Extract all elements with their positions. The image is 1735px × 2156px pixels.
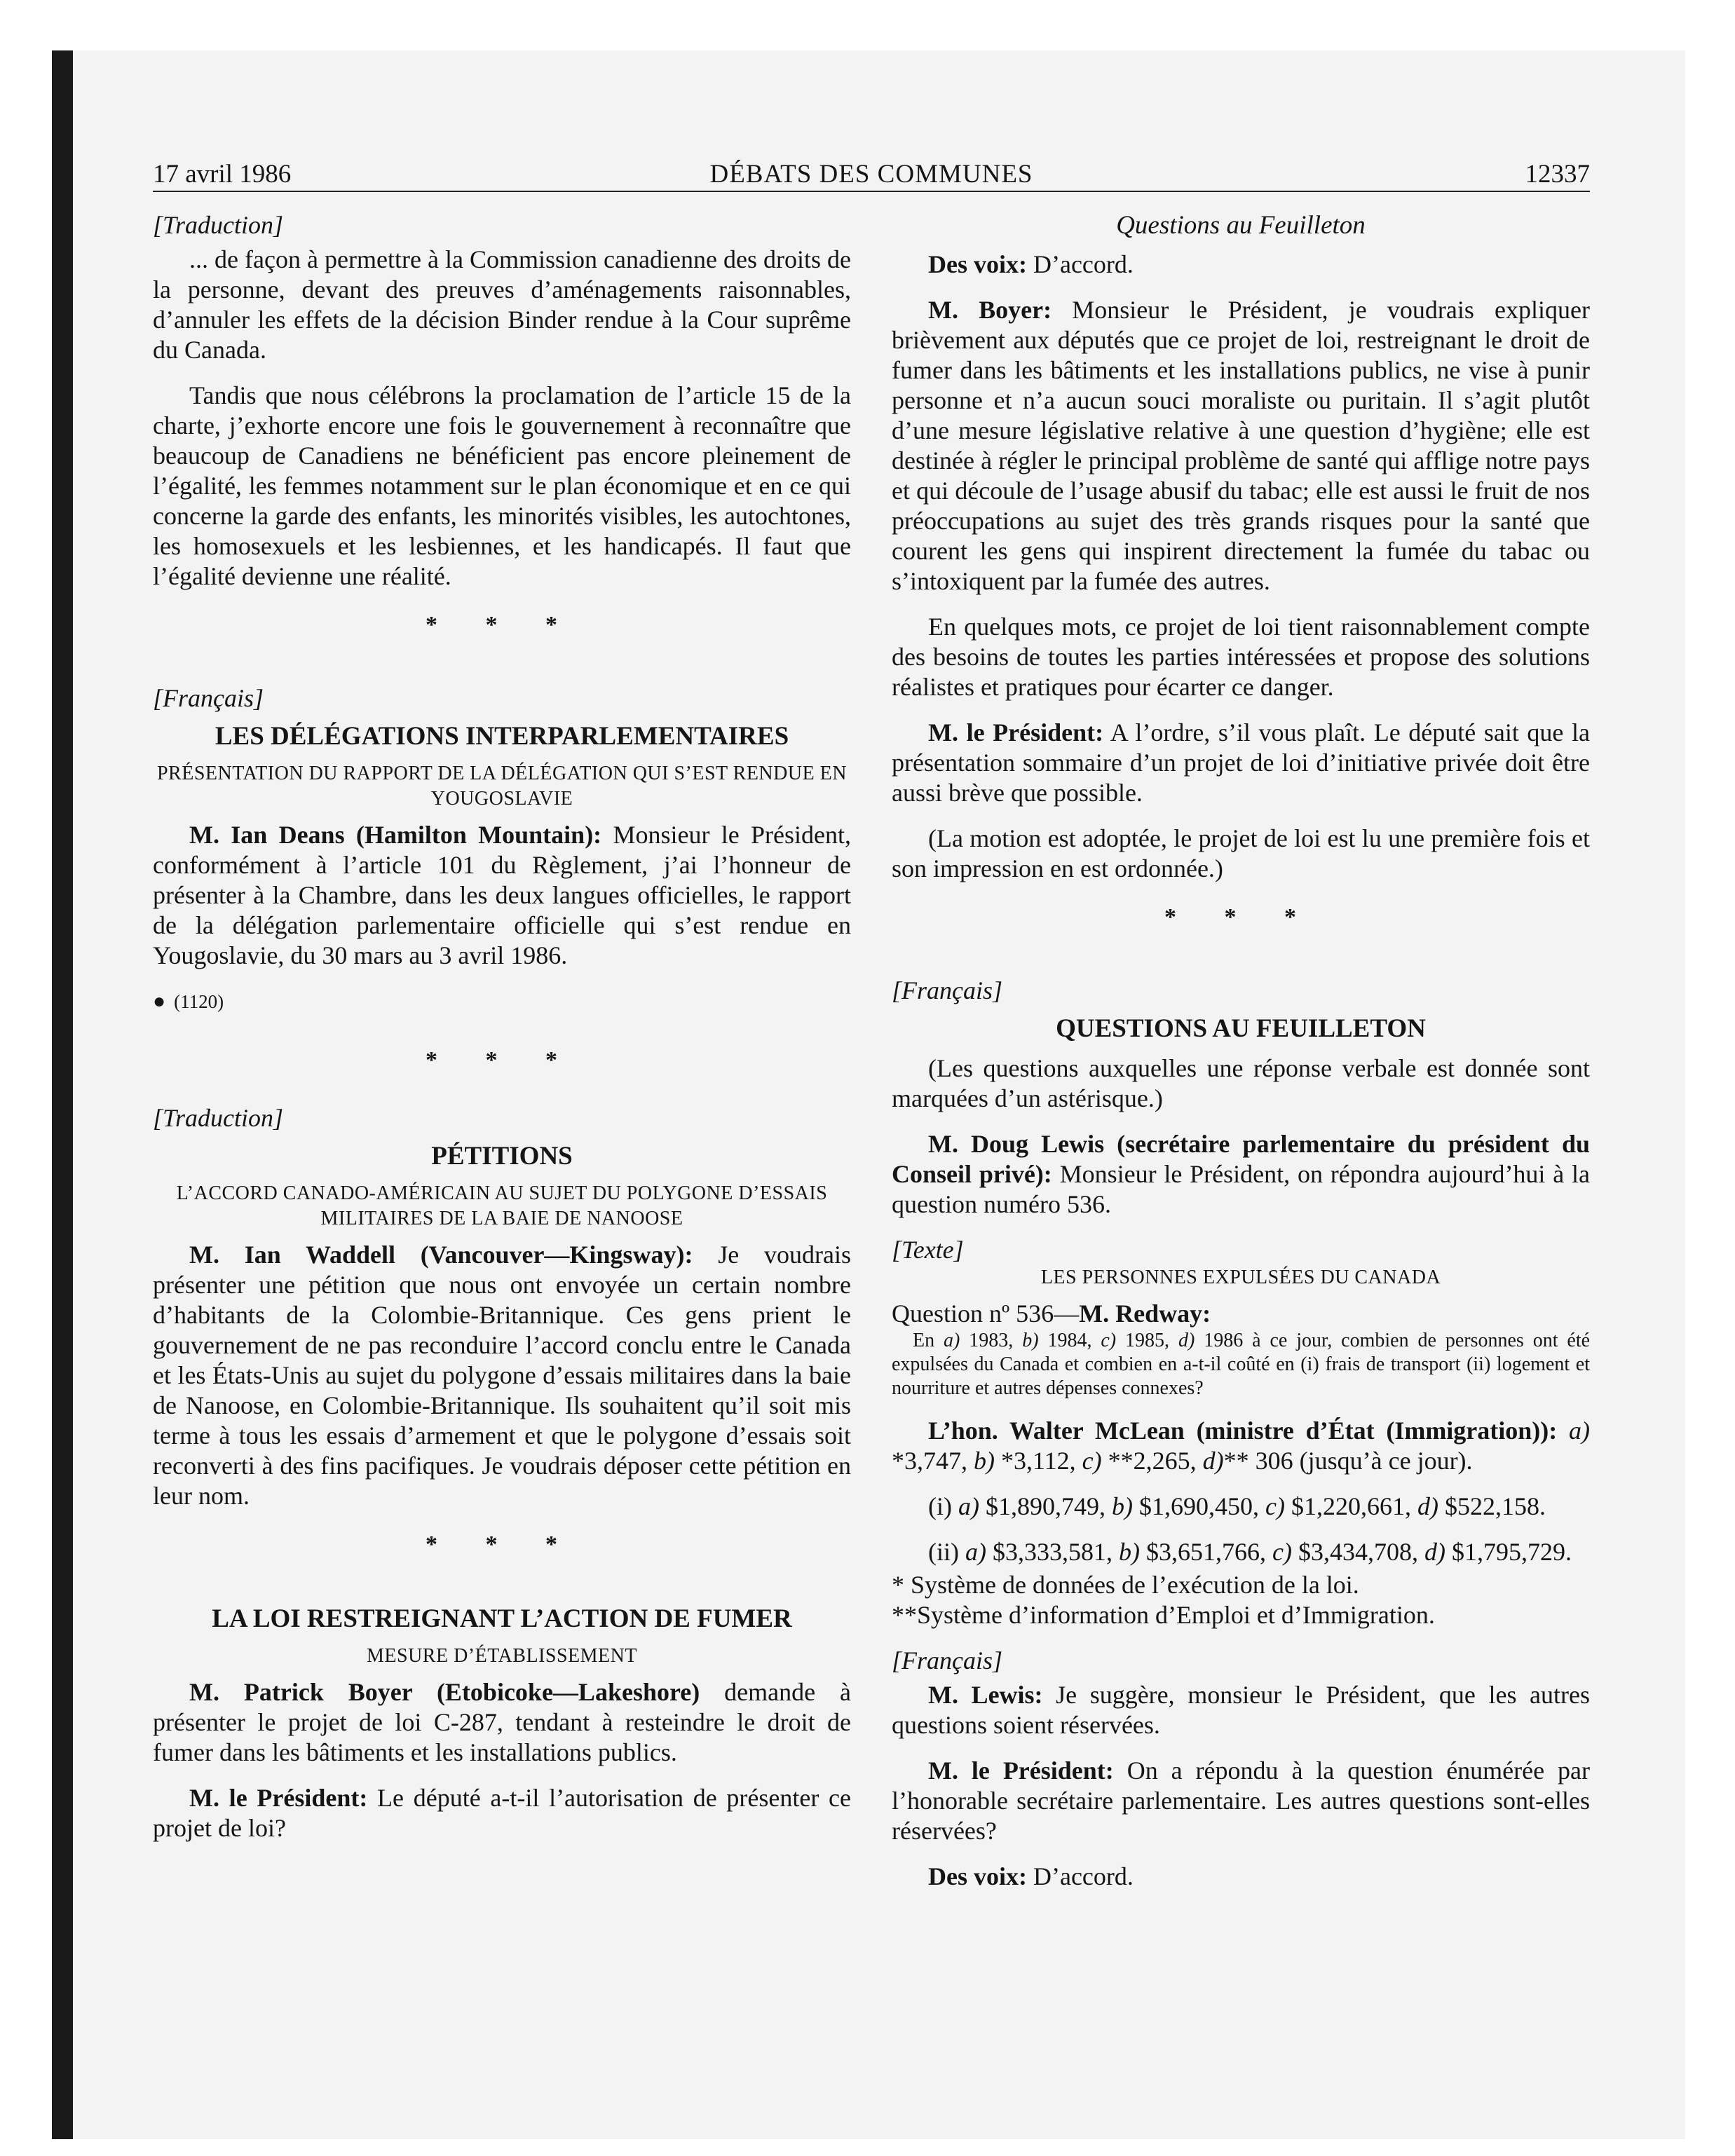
- speaker-name: M. Doug Lewis (secrétaire parlementaire du président du Conseil privé):: [892, 1130, 1590, 1188]
- speech-paragraph: [892, 1680, 1590, 1740]
- speaker-name: M. Patrick Boyer (Etobicoke—Lakeshore): [189, 1678, 700, 1706]
- answer-paragraph: [892, 1416, 1590, 1476]
- speaker-name: Des voix:: [928, 250, 1027, 278]
- speaker-name: M. Lewis:: [928, 1681, 1043, 1709]
- bullet-icon: ●: [153, 990, 166, 1013]
- paragraph: (Les questions auxquelles une réponse verbale est donnée sont marquées d’un astérisque.): [892, 1054, 1590, 1112]
- speaker-name: M. Ian Waddell (Vancouver—Kingsway):: [189, 1241, 693, 1269]
- speech-text: On a répondu à la question énumérée par l’honorable secrétaire parlementaire. Les autres questions sont-elles réservées?: [892, 1756, 1590, 1845]
- answer-letter: b): [974, 1447, 995, 1475]
- question-line: [892, 1299, 1590, 1329]
- speech-paragraph: [892, 1756, 1590, 1846]
- answer-value: $1,690,450,: [1132, 1492, 1265, 1520]
- section-heading: LES DÉLÉGATIONS INTERPARLEMENTAIRES: [215, 722, 789, 751]
- question-author: M. Redway:: [1079, 1299, 1211, 1328]
- paragraph: ... de façon à permettre à la Commission canadienne des droits de la personne, devant des preuves d’aménagements raisonnables, d’annuler les effets de la décision Binder rendue à la Cour suprême du Canada.: [153, 245, 851, 364]
- q-text: En: [913, 1330, 944, 1351]
- answer-letter: c): [1272, 1538, 1292, 1566]
- paragraph: Tandis que nous célébrons la proclamation de l’article 15 de la charte, j’exhorte encore une fois le gouvernement à reconnaître que beaucoup de Canadiens ne bénéficient pas encore pleinement de l’égalité, les femmes notamment sur le plan économique et en ce qui concerne la garde des enfants, les minorités visibles, les autochtones, les homosexuels et les lesbiennes, et les handicapés. Il faut que l’égalité devienne une réalité.: [153, 381, 851, 590]
- section-heading: QUESTIONS AU FEUILLETON: [1056, 1014, 1426, 1043]
- answer-line-ii: [892, 1537, 1590, 1567]
- speech-paragraph: [892, 1129, 1590, 1220]
- answer-letter: c): [1265, 1492, 1285, 1520]
- speaker-name: L’hon. Walter McLean (ministre d’État (Immigration)):: [928, 1417, 1558, 1445]
- sub-heading: MESURE D’ÉTABLISSEMENT: [367, 1645, 637, 1667]
- left-column: [153, 210, 851, 1859]
- section-separator: * * *: [426, 1531, 578, 1557]
- sub-heading: LES PERSONNES EXPULSÉES DU CANADA: [1040, 1267, 1441, 1288]
- time-stamp: (1120): [174, 991, 224, 1012]
- speech-paragraph: [153, 1677, 851, 1768]
- speaker-name: Des voix:: [928, 1862, 1027, 1890]
- question-text: [892, 1329, 1590, 1400]
- answer-letter: b): [1118, 1538, 1140, 1566]
- speech-text: A l’ordre, s’il vous plaît. Le député sait que la présentation sommaire d’un projet de loi d’initiative privée doit être aussi brève que possible.: [892, 718, 1590, 807]
- section-separator: * * *: [1164, 904, 1317, 930]
- language-tag: [Traduction]: [153, 211, 284, 239]
- q-text: 1985,: [1116, 1330, 1178, 1351]
- header-rule: [153, 191, 1590, 192]
- answer-prefix: (i): [928, 1492, 958, 1520]
- speech-paragraph: [892, 295, 1590, 596]
- scan-edge: [52, 50, 73, 2139]
- speech-text: Monsieur le Président, je voudrais expliquer brièvement aux députés que ce projet de loi, restreignant le droit de fumer dans les bâtiments et les installations publics, ne vise à punir personne et n’a aucun souci moraliste ou puritain. Il s’agit plutôt d’une mesure législative relative à une question d’hygiène; elle est destinée à régler le principal problème de santé qui afflige notre pays et qui découle de l’usage abusif du tabac; elle est aussi le fruit de nos préoccupations au sujet des très grands risques pour la santé que courent les gens qui inspirent directement la fumée du tabac ou s’intoxiquent par la fumée des autres.: [892, 296, 1590, 595]
- sub-heading: PRÉSENTATION DU RAPPORT DE LA DÉLÉGATION QUI S’EST RENDUE EN YOUGOSLAVIE: [156, 763, 848, 810]
- answer-value: $1,795,729.: [1445, 1538, 1572, 1566]
- q-text: 1983,: [960, 1330, 1023, 1351]
- answer-line-i: [892, 1492, 1590, 1522]
- answer-value: $1,890,749,: [979, 1492, 1112, 1520]
- header-date: 17 avril 1986: [153, 160, 292, 189]
- column-heading: Questions au Feuilleton: [1116, 211, 1366, 240]
- speech-text: Le député a-t-il l’autorisation de présenter ce projet de loi?: [153, 1784, 852, 1842]
- answer-value: $1,220,661,: [1284, 1492, 1417, 1520]
- answer-value: ** 306 (jusqu’à ce jour).: [1223, 1447, 1473, 1475]
- language-tag: [Français]: [153, 684, 264, 712]
- section-heading: LA LOI RESTREIGNANT L’ACTION DE FUMER: [212, 1604, 792, 1633]
- answer-value: **2,265,: [1101, 1447, 1203, 1475]
- speaker-name: M. le Président:: [928, 1756, 1114, 1785]
- language-tag: [Français]: [892, 1646, 1003, 1674]
- right-column: [892, 210, 1590, 1907]
- speech-text: Je voudrais présenter une pétition que nous ont envoyée un certain nombre d’habitants de la Colombie-Britannique. Ces gens prient le gouvernement de ne pas reconduire l’accord conclu entre le Canada et les États-Unis au sujet du polygone d’essais militaires dans la baie de Nanoose, en Colombie-Britannique. Ils souhaitent qu’il soit mis terme à tous les essais d’armement et que le polygone d’essais soit reconverti à des fins pacifiques. Je voudrais déposer cette pétition en leur nom.: [153, 1241, 852, 1510]
- speech-paragraph: [153, 820, 851, 971]
- q-letter: b): [1022, 1330, 1039, 1351]
- answer-value: $3,651,766,: [1139, 1538, 1272, 1566]
- q-letter: d): [1178, 1330, 1195, 1351]
- speaker-name: M. le Président:: [928, 718, 1104, 746]
- header-page-number: 12337: [1525, 160, 1590, 189]
- section-heading: PÉTITIONS: [431, 1142, 573, 1171]
- header-journal-title: DÉBATS DES COMMUNES: [709, 160, 1033, 189]
- answer-letter: d): [1417, 1492, 1438, 1520]
- speaker-name: M. le Président:: [189, 1784, 368, 1812]
- answer-value: $3,434,708,: [1291, 1538, 1424, 1566]
- answer-letter: b): [1111, 1492, 1133, 1520]
- speech-text: Monsieur le Président, on répondra aujourd’hui à la question numéro 536.: [892, 1160, 1590, 1218]
- q-text: 1984,: [1038, 1330, 1101, 1351]
- speech-text: D’accord.: [1026, 1862, 1134, 1890]
- speaker-name: M. Ian Deans (Hamilton Mountain):: [189, 821, 602, 849]
- paragraph: En quelques mots, ce projet de loi tient raisonnablement compte des besoins de toutes les parties intéressées et propose des solutions réalistes et pratiques pour écarter ce danger.: [892, 613, 1590, 701]
- speech-paragraph: [153, 1783, 851, 1843]
- language-tag: [Texte]: [892, 1236, 964, 1264]
- speech-paragraph: [892, 1862, 1590, 1892]
- answer-prefix: (ii): [928, 1538, 965, 1566]
- answer-value: $3,333,581,: [986, 1538, 1119, 1566]
- speech-paragraph: [892, 250, 1590, 280]
- speech-text: Je suggère, monsieur le Président, que les autres questions soient réservées.: [892, 1681, 1590, 1739]
- q-letter: a): [944, 1330, 960, 1351]
- question-number: Question nº 536—: [892, 1299, 1080, 1328]
- language-tag: [Traduction]: [153, 1104, 284, 1132]
- q-letter: c): [1101, 1330, 1117, 1351]
- speech-paragraph: [153, 1240, 851, 1511]
- language-tag: [Français]: [892, 976, 1003, 1004]
- answer-letter: a): [1569, 1417, 1590, 1445]
- motion-note: (La motion est adoptée, le projet de loi est lu une première fois et son impression en est ordonnée.): [892, 824, 1590, 882]
- footnote: * Système de données de l’exécution de la loi.: [892, 1571, 1359, 1599]
- answer-letter: a): [958, 1492, 979, 1520]
- time-marker: [153, 986, 851, 1017]
- answer-value: *3,747,: [892, 1447, 974, 1475]
- answer-value: $522,158.: [1438, 1492, 1546, 1520]
- sub-heading: L’ACCORD CANADO-AMÉRICAIN AU SUJET DU POLYGONE D’ESSAIS MILITAIRES DE LA BAIE DE NANOOSE: [176, 1182, 828, 1229]
- speech-text: Monsieur le Président, conformément à l’article 101 du Règlement, j’ai l’honneur de présenter à la Chambre, dans les deux langues officielles, le rapport de la délégation parlementaire officielle qui s’est rendue en Yougoslavie, du 30 mars au 3 avril 1986.: [153, 821, 851, 969]
- speaker-name: M. Boyer:: [928, 296, 1052, 324]
- q-text: 1986 à ce jour, combien de personnes ont été expulsées du Canada et combien en a-t-il coûté en (i) frais de transport (ii) logement et nourriture et autres dépenses connexes?: [892, 1330, 1591, 1399]
- speech-paragraph: [892, 718, 1590, 808]
- answer-value: *3,112,: [995, 1447, 1082, 1475]
- answer-letter: d): [1202, 1447, 1224, 1475]
- section-separator: * * *: [426, 1047, 578, 1073]
- speech-text: demande à présenter le projet de loi C-287, tendant à resteindre le droit de fumer dans les bâtiments et les installations publics.: [153, 1678, 851, 1766]
- speech-text: D’accord.: [1026, 250, 1134, 278]
- answer-letter: d): [1424, 1538, 1445, 1566]
- answer-letter: a): [965, 1538, 986, 1566]
- answer-letter: c): [1082, 1447, 1102, 1475]
- running-head: [153, 158, 1590, 191]
- section-separator: * * *: [426, 612, 578, 638]
- footnote: **Système d’information d’Emploi et d’Immigration.: [892, 1601, 1435, 1629]
